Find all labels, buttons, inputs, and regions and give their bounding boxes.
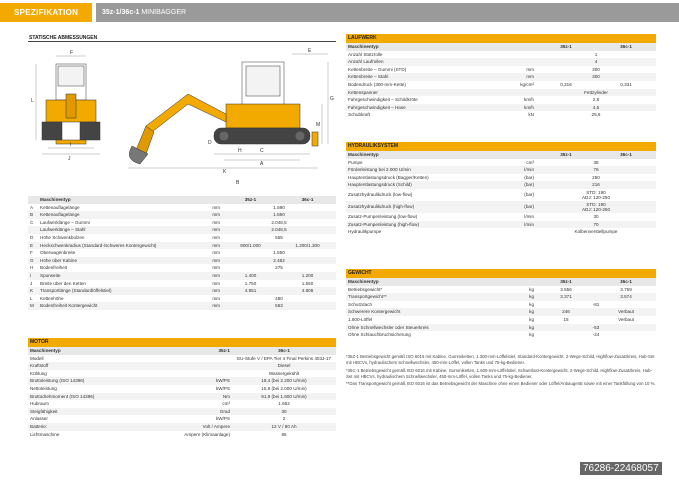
- row-label: Bodenfreiheit Kontergewicht: [38, 302, 188, 310]
- row-label: Laufwerklänge – Gummi: [40, 219, 90, 225]
- row-unit: mm: [188, 242, 222, 250]
- row-unit: kg: [529, 332, 534, 338]
- row-value-35z: 3.371: [536, 293, 596, 301]
- row-unit: mm: [188, 302, 222, 310]
- row-unit: [168, 362, 232, 370]
- table-row: [346, 308, 656, 316]
- table-row: [346, 213, 656, 221]
- header-brand: SPEZIFIKATION: [0, 3, 92, 22]
- row-label: Betriebsgewicht*: [348, 286, 383, 292]
- row-value-both: Fettzylinder: [536, 89, 656, 97]
- row-unit: mm: [188, 272, 222, 280]
- table-row: [28, 264, 336, 272]
- row-value-both: 1.550: [273, 250, 285, 256]
- row-unit: mm: [212, 295, 220, 301]
- row-label: Anlasser: [30, 416, 48, 422]
- dim-label-m: M: [316, 122, 321, 128]
- row-unit: kg/cm²: [520, 81, 534, 87]
- table-row: [28, 355, 336, 363]
- table-row: [28, 393, 336, 401]
- row-key: E: [28, 242, 38, 250]
- row-key: D: [30, 234, 34, 240]
- row-key: K: [28, 287, 38, 295]
- row-label: Bodendruck (300-mm-Kette): [348, 81, 406, 87]
- row-unit: mm: [212, 204, 220, 210]
- row-unit: Volt / Ampere: [168, 423, 232, 431]
- table-row: [346, 81, 656, 89]
- row-value-35z: 0,316: [560, 81, 572, 87]
- row-value: 91,9 (bei 1.600 U/min): [232, 393, 336, 401]
- header-model-number: 35z-1/36c-1: [102, 9, 140, 16]
- row-value-35z: 1.400: [222, 272, 279, 280]
- row-label: Schutzdach: [348, 301, 373, 307]
- table-row: [28, 370, 336, 378]
- row-label: Ohne Schnellwechsler oder Steuerkreis: [346, 324, 496, 332]
- row-unit: [496, 228, 536, 236]
- row-key: G: [28, 257, 38, 265]
- table-row: [28, 219, 336, 227]
- row-label: Bruttodrehmoment (ISO 14396): [28, 393, 168, 401]
- table-row: [346, 104, 656, 112]
- table-row: [28, 242, 336, 250]
- table-row: [346, 51, 656, 59]
- row-key: J: [30, 280, 33, 286]
- row-value-both: 275: [275, 265, 283, 271]
- row-unit: Nm: [168, 393, 232, 401]
- row-unit: (bar): [524, 192, 534, 198]
- row-unit: mm: [188, 226, 222, 234]
- dim-label-b: B: [236, 180, 240, 186]
- table-row: [28, 377, 336, 385]
- header-model-35z: 35z-1: [222, 196, 279, 204]
- table-row: [346, 66, 656, 74]
- row-label: Fahrgeschwindigkeit – Schildkröte: [348, 97, 418, 103]
- row-label: Steigfähigkeit: [28, 408, 168, 416]
- row-value-both: 4: [536, 58, 656, 66]
- row-value-both: 300: [536, 73, 656, 81]
- row-label: Fahrgeschwindigkeit – Hase: [346, 104, 496, 112]
- row-value-both: 563: [222, 302, 336, 310]
- header-bar: [0, 0, 679, 26]
- row-value-line: STD: 190: [586, 201, 606, 207]
- table-row: [346, 73, 656, 81]
- dim-label-j: J: [68, 156, 71, 162]
- table-row: [28, 400, 336, 408]
- row-value-both: 1.590: [222, 211, 336, 219]
- table-row: [28, 226, 336, 234]
- table-row: [346, 201, 656, 213]
- row-value-35z: 15: [563, 316, 569, 322]
- row-key: C: [30, 219, 34, 225]
- header-model-type: MINIBAGGER: [141, 9, 187, 16]
- footnote-36c: *36C-1 Betriebsgewicht gemäß ISO 6016 mit Kabine, Gummiketten, 1.600-mm-Löffelstiel, Schwerlast-Kontergewicht, 2-Wege-Schild, Highflow-Zusatzkreis, Hub-Set mit HBCVs, hydraulischem Schnellwechsler, 450-mm-Löffel, vollen Tanks und 75-kg-Bediener.: [346, 367, 653, 379]
- dim-label-k: K: [223, 169, 227, 175]
- row-unit: kW/PS: [215, 385, 230, 391]
- row-unit: Grad: [168, 408, 232, 416]
- dim-label-e: E: [308, 48, 312, 54]
- laufwerk-section-title: LAUFWERK: [346, 34, 656, 43]
- motor-section-title: MOTOR: [28, 338, 336, 347]
- row-key: I: [28, 272, 38, 280]
- row-unit: [168, 370, 232, 378]
- row-value-both: 480: [275, 295, 283, 301]
- row-value-both: 2.048,5: [271, 219, 287, 225]
- row-value-both: 1.590: [273, 204, 285, 210]
- row-label: Höhe über Kabine: [38, 257, 188, 265]
- row-label: Hydraulikpumpe: [348, 229, 382, 235]
- table-row: [28, 249, 336, 257]
- row-label: Kettenspanner: [346, 89, 496, 97]
- row-value: Diesel: [232, 362, 336, 370]
- row-value-both: 1: [594, 51, 598, 57]
- row-value-line: 76: [593, 167, 599, 173]
- row-value-both: 4,5: [536, 104, 656, 112]
- row-value-line: 70: [593, 221, 599, 227]
- row-value: 2: [282, 416, 286, 422]
- row-unit: km/h: [524, 97, 534, 103]
- row-unit: mm: [212, 234, 220, 240]
- row-label: Ohne Schlauchbruchsicherung: [348, 332, 411, 338]
- row-value-line: 250: [592, 174, 600, 180]
- row-label: Transportgewicht**: [346, 293, 496, 301]
- table-row: [28, 415, 336, 423]
- row-label: Kühlung: [30, 370, 47, 376]
- row-value-both: [536, 213, 656, 221]
- table-row: [346, 189, 656, 201]
- row-value-both: 2.482: [222, 257, 336, 265]
- table-row: [28, 280, 336, 288]
- row-value-line: 30: [593, 213, 599, 219]
- row-unit: [496, 51, 536, 59]
- row-label: Laufwerklänge – Stahl: [38, 226, 188, 234]
- table-row: [28, 204, 336, 212]
- row-label: Hauptentlastungsdruck (Bagger/Ketten): [348, 174, 429, 180]
- row-unit: [496, 58, 536, 66]
- row-value-35z: 1.750: [244, 280, 257, 286]
- row-label: Förderleistung bei 2.000 U/min: [346, 166, 496, 174]
- row-unit: l/min: [496, 221, 536, 229]
- row-label: Batterie:: [28, 423, 168, 431]
- row-label: Transportlänge (Standardlöffelstiel): [38, 287, 188, 295]
- row-label: Spurweite: [38, 272, 188, 280]
- table-row: [28, 211, 336, 219]
- row-value-line: 216: [592, 182, 600, 188]
- row-label: Kettenbreite – Stahl: [346, 73, 496, 81]
- dim-label-i: I: [70, 142, 72, 148]
- row-label: Zusatz-Pumpenleistung (low-flow): [348, 213, 418, 219]
- row-unit: kg: [496, 324, 536, 332]
- row-label: Höhe Schwenkbolzen: [40, 234, 85, 240]
- row-unit: l/min: [496, 166, 536, 174]
- dim-label-l: L: [31, 98, 34, 104]
- row-label: Kettenhöhe: [40, 295, 64, 301]
- row-unit: mm: [188, 287, 222, 295]
- row-unit: kN: [528, 112, 534, 118]
- row-label: Zusatzhydraulikdruck (high-flow): [346, 201, 496, 213]
- row-key: [28, 226, 38, 234]
- table-header-row: [346, 278, 656, 286]
- motor-table: [28, 347, 336, 438]
- row-value-line: STD: 190: [586, 189, 606, 195]
- header-model-35z: 35z-1: [536, 43, 596, 51]
- row-value-both: -53: [536, 324, 656, 332]
- row-label: Lichtmaschine: [30, 431, 60, 437]
- row-value-36c: Verbaut: [596, 308, 656, 316]
- dim-label-d: D: [208, 140, 212, 146]
- row-value-36c: 1.550: [301, 280, 314, 286]
- row-label: Breite über den Ketten: [40, 280, 86, 286]
- row-unit: kW/PS: [168, 377, 232, 385]
- table-row: [346, 301, 656, 309]
- row-label: Kettenbreite – Gummi (STD): [348, 66, 407, 72]
- header-model-35z: 35z-1: [536, 278, 596, 286]
- row-unit: kW/PS: [215, 416, 230, 422]
- row-unit: (bar): [524, 174, 534, 180]
- header-model-36c: 36c-1: [596, 278, 656, 286]
- row-value-both: -81: [592, 301, 600, 307]
- excavator-dimension-diagram: [28, 42, 336, 194]
- row-value-both: 2,8: [592, 97, 600, 103]
- row-value-both: [536, 189, 656, 201]
- row-unit: kg: [496, 308, 536, 316]
- table-row: [346, 293, 656, 301]
- header-machine-type: Maschinentyp: [346, 43, 496, 51]
- table-row: [28, 287, 336, 295]
- header-machine-type: Maschinentyp: [38, 196, 188, 204]
- laufwerk-table: [346, 43, 656, 119]
- row-unit: cm³: [222, 401, 230, 407]
- row-value-line: Kolbenverstellpumpe: [574, 229, 618, 235]
- row-label: Hauptentlastungsdruck (Schild): [346, 181, 496, 189]
- header-machine-type: Maschinentyp: [28, 347, 168, 355]
- footnote-35z: *35Z-1 Betriebsgewicht gemäß ISO 6016 mit Kabine, Gummiketten, 1.300-mm-Löffelstiel, Standard-Kontergewicht, 2-Wege-Schild, Highflow-Zusatzkreis, Hub-Set mit HBCVs, hydraulischem Schnellwechsler, 450-mm-Löffel, vollen Tanks und 75-kg-Bediener.: [346, 354, 655, 365]
- row-unit: mm: [212, 280, 220, 286]
- row-unit: [496, 89, 536, 97]
- table-row: [346, 228, 656, 236]
- front-view-drawing: [42, 64, 100, 144]
- table-row: [28, 302, 336, 310]
- row-unit: mm: [526, 66, 534, 72]
- row-key: B: [28, 211, 38, 219]
- static-section-title: STATISCHE ABMESSUNGEN: [28, 34, 336, 42]
- row-key: A: [30, 204, 34, 210]
- row-unit: cm³: [526, 159, 534, 165]
- table-header-row: [346, 151, 656, 159]
- row-label: Kettenauflagelänge: [40, 204, 80, 210]
- row-value-both: [536, 166, 656, 174]
- header-machine-type: Maschinentyp: [346, 151, 496, 159]
- side-view-drawing: [129, 62, 321, 164]
- dim-label-f: F: [70, 50, 74, 56]
- row-unit: l/min: [524, 213, 534, 219]
- table-row: [346, 221, 656, 229]
- table-row: [346, 96, 656, 104]
- hydraulik-table: [346, 151, 656, 236]
- listing-id-watermark: 76286-22468057: [580, 462, 662, 475]
- row-value-36c: 0,331: [620, 81, 632, 87]
- row-label: Bruttoleistung (ISO 14396): [28, 377, 168, 385]
- table-row: [346, 331, 656, 339]
- static-dimensions-table: [28, 196, 336, 310]
- table-row: [28, 234, 336, 242]
- row-unit: mm: [212, 219, 220, 225]
- row-label: Schubkraft: [348, 112, 370, 118]
- row-label: Pumpe: [348, 159, 363, 165]
- row-value-line-2: ADJ: 120-250: [581, 194, 611, 200]
- table-row: [28, 362, 336, 370]
- row-value-line-2: ADJ: 120-250: [581, 206, 611, 212]
- dim-label-g: G: [330, 96, 334, 102]
- row-value: 12 V / 80 Ah: [232, 423, 336, 431]
- row-unit: (bar): [496, 181, 536, 189]
- table-row: [28, 295, 336, 303]
- header-model: [96, 3, 679, 22]
- row-value-36c: Verbaut: [618, 316, 634, 322]
- table-row: [28, 385, 336, 393]
- footnote-transport: **Das Transportgewicht gemäß ISO 6016 ist das Betriebsgewicht der Maschine ohne einen Bediener oder Löffel/Anbaugerät sowie mit einer Tankfüllung von 10 %.: [346, 381, 656, 386]
- header-model-35z: 35z-1: [168, 347, 232, 355]
- row-unit: Ampere (Klimaanlage): [184, 431, 230, 437]
- row-unit: mm: [188, 211, 222, 219]
- row-value: Wassergekühlt: [268, 370, 300, 376]
- hydraulik-section-title: HYDRAULIKSYSTEM: [346, 142, 656, 151]
- row-value-both: [536, 181, 656, 189]
- row-label: Kraftstoff: [28, 362, 168, 370]
- gewicht-table: [346, 278, 656, 339]
- table-row: [28, 423, 336, 431]
- row-value: 1.662: [278, 401, 290, 407]
- row-label: Anzahl Stützrolle: [348, 51, 383, 57]
- row-value-line: 38: [593, 159, 599, 165]
- header-model-36c: 36c-1: [596, 151, 656, 159]
- row-value-35z: 900/1.000: [222, 242, 279, 250]
- table-row: [346, 316, 656, 324]
- dim-label-c: C: [260, 148, 264, 154]
- row-label: Anzahl Laufrollen: [346, 58, 496, 66]
- table-row: [28, 431, 336, 439]
- row-value-both: [536, 228, 656, 236]
- row-value: 85: [281, 431, 287, 437]
- row-value: 18,4 (bei 2.200 U/min): [232, 377, 336, 385]
- row-value-both: [536, 159, 656, 167]
- row-label: Modell: [30, 355, 44, 361]
- row-label: Kettenauflagelänge: [38, 211, 188, 219]
- row-label: Oberwagenbreite: [40, 250, 76, 256]
- row-value-36c: 1.200: [279, 272, 336, 280]
- row-unit: mm: [188, 257, 222, 265]
- row-value-both: 25,6: [591, 112, 601, 118]
- row-value-35z: 3.556: [560, 286, 572, 292]
- dim-label-h: H: [238, 148, 242, 154]
- row-value-both: 2.048,5: [222, 226, 336, 234]
- dim-label-a: A: [260, 161, 264, 167]
- row-value: 30: [232, 408, 336, 416]
- row-value-36c: 3.574: [596, 293, 656, 301]
- row-key: H: [30, 265, 34, 271]
- row-unit: km/h: [496, 104, 536, 112]
- table-row: [28, 257, 336, 265]
- row-value-both: -24: [592, 332, 600, 338]
- row-key: L: [30, 295, 33, 301]
- row-value-36c: 1.200/1.300: [279, 242, 336, 250]
- row-value: 15,9 (bei 2.000 U/min): [261, 385, 307, 391]
- row-label: Zusatz-Pumpenleistung (high-flow): [346, 221, 496, 229]
- row-label: Hubraum: [30, 401, 49, 407]
- header-machine-type: Maschinentyp: [346, 278, 496, 286]
- row-value: EU-Stufe V / EPA Tier 4 Final Perkins 403J-17: [237, 355, 331, 361]
- table-row: [346, 286, 656, 294]
- row-label: Schwerere Kontergewicht: [346, 308, 496, 316]
- footnotes: [346, 354, 656, 389]
- row-label: 1.600-Löffel: [348, 316, 373, 322]
- header-model-36c: 36c-1: [279, 196, 336, 204]
- row-label: Heckschwenkradius (Standard-/schweres Kontergewicht): [38, 242, 188, 250]
- row-value-both: 300: [592, 66, 600, 72]
- row-key: M: [28, 302, 38, 310]
- row-key: F: [30, 250, 33, 256]
- row-value-36c: 3.759: [620, 286, 632, 292]
- row-unit: mm: [212, 265, 220, 271]
- row-unit: [168, 355, 232, 363]
- row-unit: kg: [529, 316, 534, 322]
- table-header-row: [346, 43, 656, 51]
- table-row: [346, 166, 656, 174]
- table-row: [28, 272, 336, 280]
- row-unit: kg: [529, 301, 534, 307]
- header-model-36c: 36c-1: [596, 43, 656, 51]
- header-model-35z: 35z-1: [536, 151, 596, 159]
- row-value-35z: 246: [536, 308, 596, 316]
- row-value-both: [536, 221, 656, 229]
- row-value-both: 555: [275, 234, 283, 240]
- table-row: [346, 324, 656, 332]
- row-label: Bodenfreiheit: [40, 265, 68, 271]
- table-header-row: [28, 196, 336, 204]
- row-unit: kg: [529, 286, 534, 292]
- table-row: [346, 181, 656, 189]
- table-row: [346, 111, 656, 119]
- table-row: [346, 174, 656, 182]
- header-model-36c: 36c-1: [232, 347, 336, 355]
- row-unit: kg: [496, 293, 536, 301]
- row-unit: mm: [212, 250, 220, 256]
- row-value-both: [536, 201, 656, 213]
- table-row: [346, 89, 656, 97]
- row-value-36c: 4.806: [279, 287, 336, 295]
- gewicht-section-title: GEWICHT: [346, 269, 656, 278]
- row-value-35z: 4.851: [222, 287, 279, 295]
- table-header-row: [28, 347, 336, 355]
- row-label: Zusatzhydraulikdruck (low-flow): [348, 192, 413, 198]
- row-unit: (bar): [496, 201, 536, 213]
- row-unit: mm: [496, 73, 536, 81]
- table-row: [346, 58, 656, 66]
- row-value-both: [536, 174, 656, 182]
- table-row: [28, 408, 336, 416]
- table-row: [346, 159, 656, 167]
- row-label: Nettoleistung: [30, 385, 57, 391]
